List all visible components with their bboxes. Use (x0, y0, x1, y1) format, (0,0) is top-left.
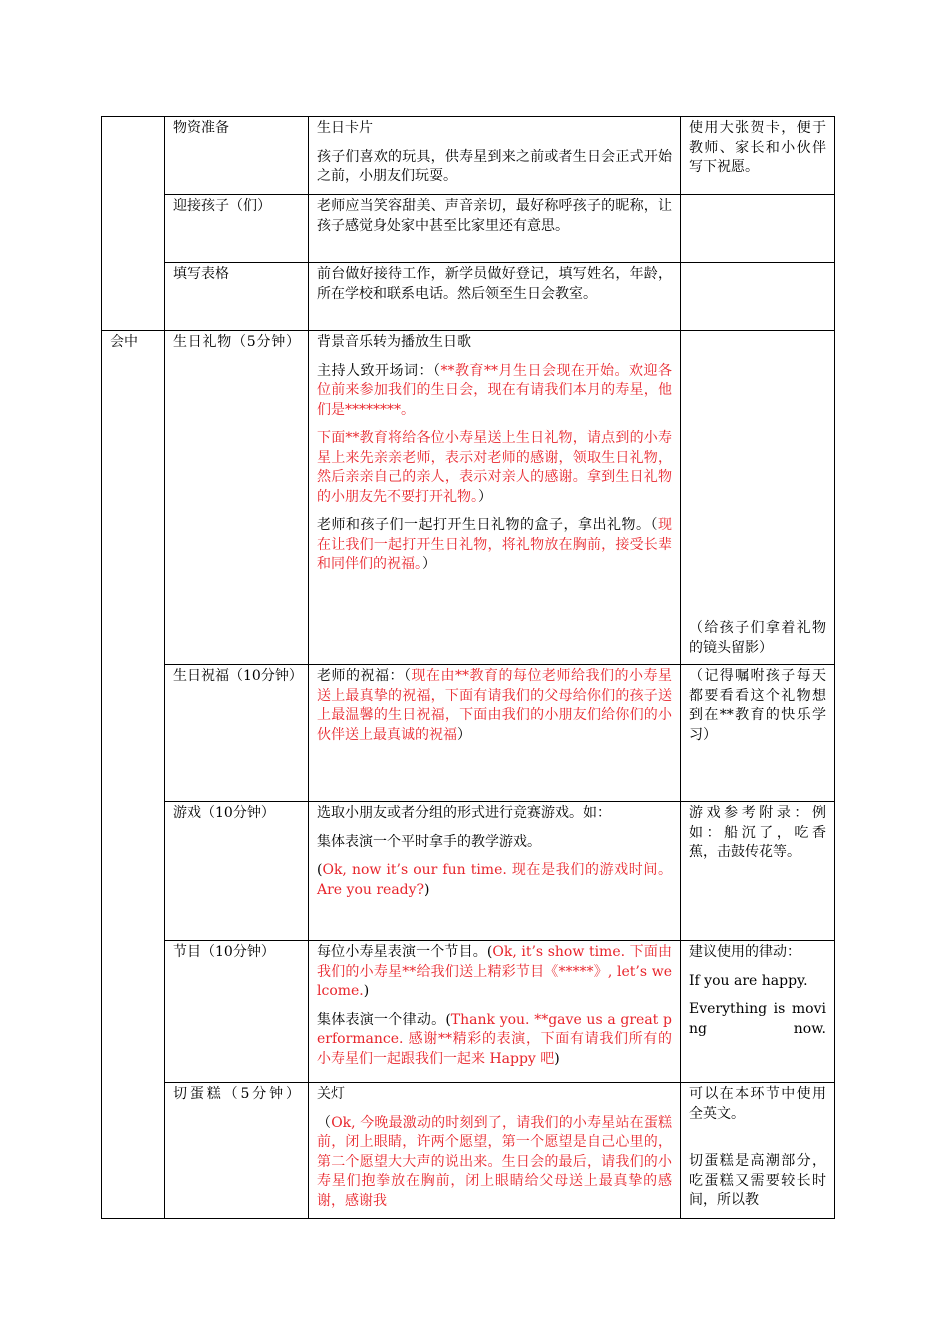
note-cell (681, 331, 835, 665)
content-paragraph: 选取小朋友或者分组的形式进行竞赛游戏。如： (317, 805, 611, 821)
note-cell (681, 117, 835, 195)
item-label: 物资准备 (173, 120, 229, 136)
content-paragraph: 背景音乐转为播放生日歌 (317, 334, 471, 350)
item-cell (165, 941, 309, 1083)
item-cell (165, 117, 309, 195)
note-paragraph: （给孩子们拿着礼物的镜头留影） (689, 620, 826, 656)
content-cell (309, 195, 681, 263)
note-cell (681, 263, 835, 331)
table-row-gifts (102, 331, 835, 665)
content-paragraph: 孩子们喜欢的玩具，供寿星到来之前或者生日会正式开始之前，小朋友们玩耍。 (317, 148, 672, 184)
birthday-party-plan-table (101, 116, 835, 1219)
content-cell (309, 263, 681, 331)
note-cell (681, 195, 835, 263)
content-cell (309, 665, 681, 802)
note-paragraph: 建议使用的律动： (689, 944, 801, 960)
content-paragraph: 前台做好接待工作，新学员做好登记，填写姓名，年龄，所在学校和联系电话。然后领至生日会教室。 (317, 266, 672, 302)
item-cell (165, 195, 309, 263)
content-paragraph: 老师和孩子们一起打开生日礼物的盒子，拿出礼物。（现在让我们一起打开生日礼物，将礼物放在胸前，接受长辈和同伴们的祝福。） (317, 517, 672, 572)
content-paragraph: 老师的祝福：（现在由**教育的每位老师给我们的小寿星送上最真挚的祝福，下面有请我们的父母给你们的孩子送上最温馨的生日祝福，下面由我们的小朋友们给你们的小伙伴送上最真诚的祝福） (317, 668, 672, 743)
item-label: 游戏（10分钟） (173, 805, 275, 821)
note-cell (681, 941, 835, 1083)
note-paragraph: 游戏参考附录：例如：船沉了，吃香蕉，击鼓传花等。 (689, 805, 826, 860)
item-cell (165, 665, 309, 802)
item-label: 节目（10分钟） (173, 944, 275, 960)
content-paragraph: 关灯 (317, 1086, 345, 1102)
item-label: 迎接孩子（们） (173, 198, 271, 214)
content-paragraph: 生日卡片 (317, 120, 373, 136)
content-cell (309, 331, 681, 665)
table-row-greeting (102, 195, 835, 263)
note-cell (681, 665, 835, 802)
note-paragraph: 切蛋糕是高潮部分，吃蛋糕又需要较长时间，所以教 (689, 1153, 826, 1208)
content-cell (309, 117, 681, 195)
item-label: 填写表格 (173, 266, 229, 282)
note-paragraph: 可以在本环节中使用全英文。 (689, 1086, 826, 1122)
content-paragraph: 集体表演一个律动。(Thank you. **gave us a great performance. 感谢**精彩的表演，下面有请我们所有的小寿星们一起跟我们一起来 Happy 吧) (317, 1011, 672, 1067)
item-label: 生日礼物（5分钟） (173, 334, 300, 350)
note-paragraph: Everything is moving now. (689, 1001, 826, 1037)
note-paragraph: 使用大张贺卡，便于教师、家长和小伙伴写下祝愿。 (689, 120, 826, 175)
item-cell (165, 263, 309, 331)
item-cell (165, 1083, 309, 1219)
note-cell (681, 802, 835, 941)
content-cell (309, 802, 681, 941)
content-paragraph: 主持人致开场词：（**教育**月生日会现在开始。欢迎各位前来参加我们的生日会，现在有请我们本月的寿星，他们是********。 (317, 362, 672, 418)
stage-cell-during (102, 331, 165, 1219)
table-row-show (102, 941, 835, 1083)
item-label: 生日祝福（10分钟） (173, 668, 303, 684)
content-paragraph: 每位小寿星表演一个节目。(Ok, it’s show time. 下面由我们的小寿星**给我们送上精彩节目《*****》, let’s welcome.) (317, 944, 672, 999)
table-row-wishes (102, 665, 835, 802)
note-cell (681, 1083, 835, 1219)
content-paragraph: 集体表演一个平时拿手的教学游戏。 (317, 833, 541, 850)
table-row-games (102, 802, 835, 941)
table-row-materials (102, 117, 835, 195)
content-cell (309, 941, 681, 1083)
content-cell (309, 1083, 681, 1219)
content-paragraph: 下面**教育将给各位小寿星送上生日礼物，请点到的小寿星上来先亲亲老师，表示对老师的感谢，领取生日礼物，然后亲亲自己的亲人，表示对亲人的感谢。拿到生日礼物的小朋友先不要打开礼物。） (317, 430, 672, 505)
note-paragraph: If you are happy. (689, 972, 808, 989)
stage-cell-pre (102, 117, 165, 331)
item-cell (165, 331, 309, 665)
table-row-form (102, 263, 835, 331)
table-row-cake (102, 1083, 835, 1219)
item-label: 切蛋糕（5分钟） (173, 1086, 300, 1102)
stage-label: 会中 (110, 334, 138, 350)
item-cell (165, 802, 309, 941)
note-paragraph: （记得嘱咐孩子每天都要看看这个礼物想到在**教育的快乐学习） (689, 668, 826, 743)
content-paragraph: (Ok, now it’s our fun time. 现在是我们的游戏时间。Are you ready?) (317, 862, 672, 898)
content-paragraph: （Ok, 今晚最激动的时刻到了，请我们的小寿星站在蛋糕前，闭上眼睛，许两个愿望，第一个愿望是自己心里的，第二个愿望大大声的说出来。生日会的最后，请我们的小寿星们抱拳放在胸前，闭上眼睛给父母送上最真挚的感谢，感谢我 (317, 1114, 672, 1209)
content-paragraph: 老师应当笑容甜美、声音亲切，最好称呼孩子的昵称，让孩子感觉身处家中甚至比家里还有意思。 (317, 198, 672, 234)
